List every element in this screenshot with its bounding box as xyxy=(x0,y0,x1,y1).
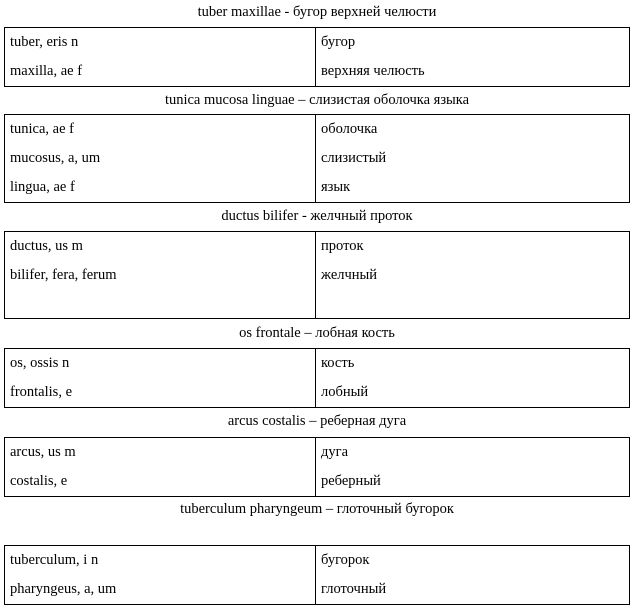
latin-cell: tunica, ae f xyxy=(5,115,316,145)
latin-cell: lingua, ae f xyxy=(5,173,316,203)
table-row xyxy=(5,232,630,262)
table-row xyxy=(5,378,630,408)
term-heading-ductus-bilifer: ductus bilifer - желчный проток xyxy=(221,208,413,224)
latin-cell: maxilla, ae f xyxy=(5,57,316,87)
vocab-table-arcus-costalis xyxy=(4,437,630,497)
empty-cell xyxy=(5,290,316,319)
latin-cell: tuberculum, i n xyxy=(5,546,316,576)
table-row xyxy=(5,28,630,58)
term-heading-os-frontale: os frontale – лобная кость xyxy=(239,325,395,341)
russian-cell: оболочка xyxy=(316,115,630,145)
vocab-table-tuber-maxillae xyxy=(4,27,630,87)
russian-cell: слизистый xyxy=(316,144,630,173)
table-row xyxy=(5,349,630,379)
russian-cell: язык xyxy=(316,173,630,203)
table-row xyxy=(5,57,630,87)
table-row xyxy=(5,261,630,290)
table-row xyxy=(5,173,630,203)
russian-cell: бугорок xyxy=(316,546,630,576)
term-heading-arcus-costalis: arcus costalis – реберная дуга xyxy=(227,413,407,429)
russian-cell: глоточный xyxy=(316,575,630,605)
term-heading-tuberculum-pharyngeum: tuberculum pharyngeum – глоточный бугорок xyxy=(180,501,454,517)
russian-cell: верхняя челюсть xyxy=(316,57,630,87)
latin-cell: costalis, e xyxy=(5,467,316,497)
table-row xyxy=(5,467,630,497)
empty-table-row xyxy=(5,290,630,319)
latin-cell: ductus, us m xyxy=(5,232,316,262)
vocab-table-tunica-mucosa-linguae xyxy=(4,114,630,203)
latin-cell: frontalis, e xyxy=(5,378,316,408)
russian-cell: лобный xyxy=(316,378,630,408)
vocab-table-os-frontale xyxy=(4,348,630,408)
table-row xyxy=(5,575,630,605)
russian-cell: бугор xyxy=(316,28,630,58)
table-row xyxy=(5,115,630,145)
latin-cell: pharyngeus, a, um xyxy=(5,575,316,605)
term-heading-tunica-mucosa-linguae: tunica mucosa linguae – слизистая оболочка языка xyxy=(164,92,470,108)
table-row xyxy=(5,144,630,173)
table-row xyxy=(5,546,630,576)
russian-cell: проток xyxy=(316,232,630,262)
term-heading-tuber-maxillae: tuber maxillae - бугор верхней челюсти xyxy=(197,4,437,20)
vocab-table-ductus-bilifer xyxy=(4,231,630,319)
russian-cell: реберный xyxy=(316,467,630,497)
russian-cell: дуга xyxy=(316,438,630,468)
latin-cell: tuber, eris n xyxy=(5,28,316,58)
latin-cell: os, ossis n xyxy=(5,349,316,379)
table-row xyxy=(5,438,630,468)
russian-cell: кость xyxy=(316,349,630,379)
latin-cell: bilifer, fera, ferum xyxy=(5,261,316,290)
vocab-table-tuberculum-pharyngeum xyxy=(4,545,630,605)
empty-cell xyxy=(316,290,630,319)
latin-cell: mucosus, a, um xyxy=(5,144,316,173)
latin-cell: arcus, us m xyxy=(5,438,316,468)
russian-cell: желчный xyxy=(316,261,630,290)
